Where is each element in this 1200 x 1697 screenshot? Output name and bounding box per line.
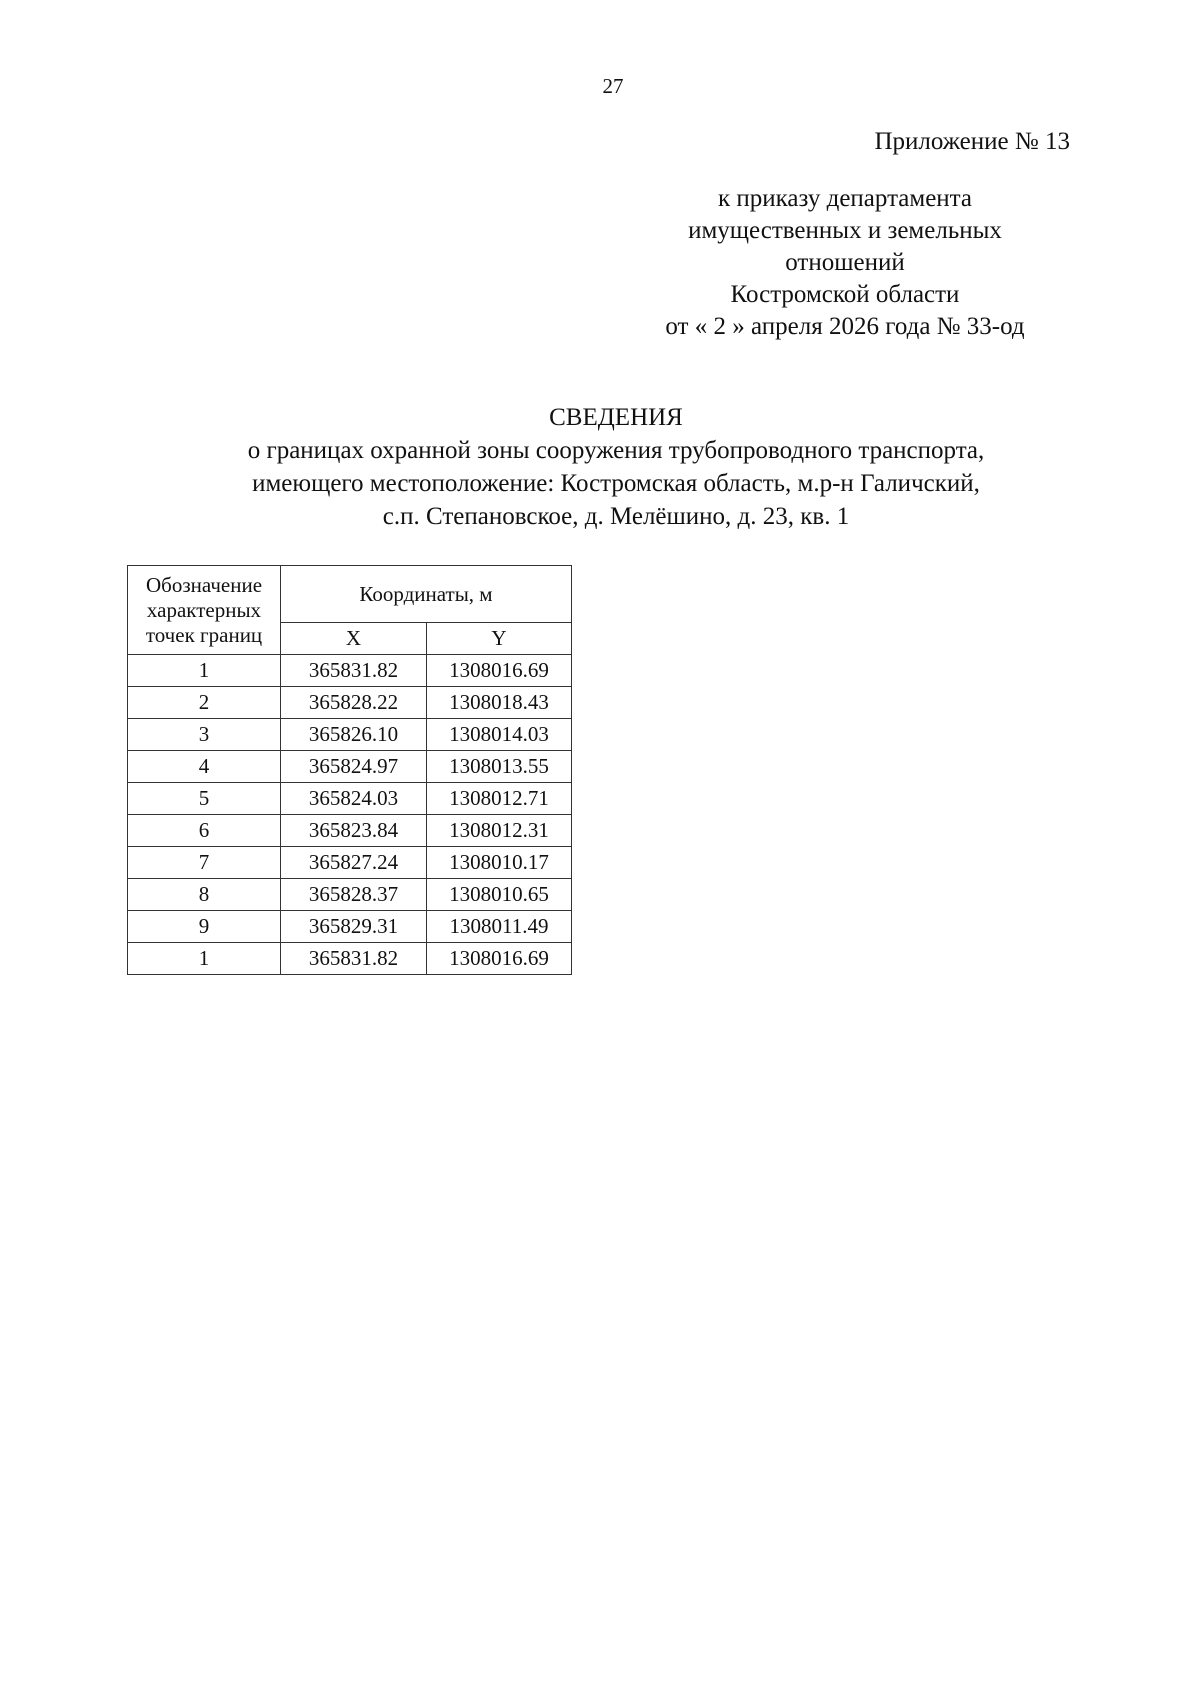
heading-line-1: о границах охранной зоны сооружения трубопроводного транспорта, — [247, 437, 985, 464]
header-points — [128, 566, 281, 655]
table-row — [128, 783, 572, 815]
header-points-line: точек границ — [145, 622, 263, 647]
page-number: 27 — [602, 74, 624, 98]
cell-x: 365828.22 — [281, 687, 427, 719]
header-y: Y — [427, 623, 572, 655]
document-heading — [0, 401, 1200, 533]
cell-point: 5 — [128, 783, 281, 815]
cell-y: 1308012.71 — [427, 783, 572, 815]
cell-x: 365829.31 — [281, 911, 427, 943]
cell-y: 1308016.69 — [427, 943, 572, 975]
order-line-2: имущественных и земельных — [688, 217, 1002, 244]
table-row — [128, 719, 572, 751]
table-row — [128, 655, 572, 687]
header-points-line: характерных — [146, 597, 262, 622]
cell-y: 1308011.49 — [427, 911, 572, 943]
cell-y: 1308010.65 — [427, 879, 572, 911]
coordinates-table — [127, 565, 572, 975]
order-line-3: отношений — [785, 249, 905, 276]
cell-point: 1 — [128, 655, 281, 687]
cell-y: 1308012.31 — [427, 815, 572, 847]
table-row — [128, 879, 572, 911]
cell-point: 4 — [128, 751, 281, 783]
heading-line-3: с.п. Степановское, д. Мелёшино, д. 23, кв. 1 — [382, 503, 850, 530]
cell-x: 365831.82 — [281, 943, 427, 975]
cell-x: 365824.03 — [281, 783, 427, 815]
cell-x: 365831.82 — [281, 655, 427, 687]
cell-point: 3 — [128, 719, 281, 751]
table-header — [128, 566, 572, 655]
cell-y: 1308018.43 — [427, 687, 572, 719]
cell-point: 7 — [128, 847, 281, 879]
header-points-line: Обозначение — [145, 572, 263, 597]
order-reference — [600, 183, 1090, 343]
table-row — [128, 751, 572, 783]
table-row — [128, 847, 572, 879]
cell-x: 365828.37 — [281, 879, 427, 911]
cell-point: 2 — [128, 687, 281, 719]
cell-x: 365824.97 — [281, 751, 427, 783]
cell-y: 1308014.03 — [427, 719, 572, 751]
cell-y: 1308016.69 — [427, 655, 572, 687]
order-line-1: к приказу департамента — [717, 185, 973, 212]
header-coordinates: Координаты, м — [281, 566, 572, 623]
order-line-5: от « 2 » апреля 2026 года № 33-од — [665, 313, 1025, 340]
table-row — [128, 911, 572, 943]
cell-y: 1308013.55 — [427, 751, 572, 783]
order-line-4: Костромской области — [730, 281, 960, 308]
cell-x: 365823.84 — [281, 815, 427, 847]
cell-x: 365827.24 — [281, 847, 427, 879]
table-row — [128, 687, 572, 719]
cell-point: 1 — [128, 943, 281, 975]
table-row — [128, 943, 572, 975]
table-row — [128, 815, 572, 847]
cell-x: 365826.10 — [281, 719, 427, 751]
cell-point: 6 — [128, 815, 281, 847]
cell-point: 9 — [128, 911, 281, 943]
cell-point: 8 — [128, 879, 281, 911]
appendix-title: Приложение № 13 — [874, 128, 1070, 155]
heading-title: СВЕДЕНИЯ — [549, 404, 683, 431]
header-x: X — [281, 623, 427, 655]
cell-y: 1308010.17 — [427, 847, 572, 879]
table-body — [128, 655, 572, 975]
heading-line-2: имеющего местоположение: Костромская область, м.р-н Галичский, — [252, 470, 980, 497]
